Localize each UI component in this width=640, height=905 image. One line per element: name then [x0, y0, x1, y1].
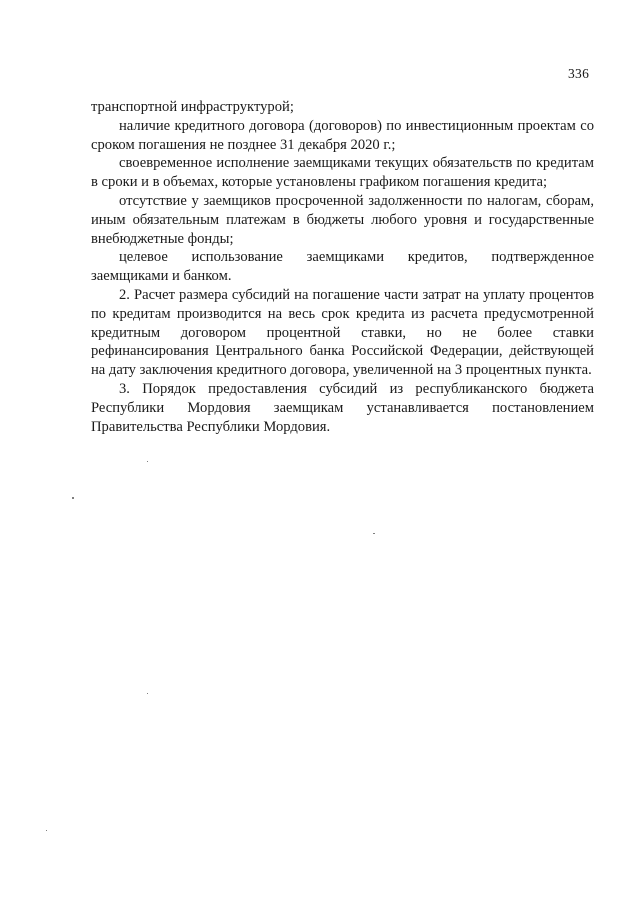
scan-speck [373, 533, 375, 534]
paragraph-timely-performance: своевременное исполнение заемщиками текущих обязательств по кредитам в сроки и в объемах, которые установлены графиком погашения кредита; [91, 155, 594, 191]
paragraph-subsidy-calculation: 2. Расчет размера субсидий на погашение части затрат на уплату процентов по кредитам производится на весь срок кредита из расчета предусмотренной кредитным договором процентной ставки, но не более ставки рефинансирования Центрального банка Российской Федерации, действующей на дату заключения кредитного договора, увеличенной на 3 процентных пункта. [91, 286, 594, 379]
paragraph-subsidy-procedure: 3. Порядок предоставления субсидий из республиканского бюджета Республики Мордовия заемщикам устанавливается постановлением Правительства Республики Мордовия. [91, 380, 594, 435]
paragraph-credit-agreement: наличие кредитного договора (договоров) по инвестиционным проектам со сроком погашения не позднее 31 декабря 2020 г.; [91, 117, 594, 153]
scan-speck [46, 830, 47, 831]
scan-speck [147, 693, 148, 694]
paragraph-infrastructure-continuation: транспортной инфраструктурой; [91, 99, 294, 115]
document-body [91, 98, 594, 436]
page-number: 336 [568, 66, 590, 81]
paragraph-no-overdue-debt: отсутствие у заемщиков просроченной задолженности по налогам, сборам, иным обязательным платежам в бюджеты любого уровня и государственные внебюджетные фонды; [91, 192, 594, 247]
scan-speck [147, 461, 148, 462]
scan-speck [72, 497, 74, 499]
paragraph-targeted-use: целевое использование заемщиками кредитов, подтвержденное заемщиками и банком. [91, 249, 594, 285]
